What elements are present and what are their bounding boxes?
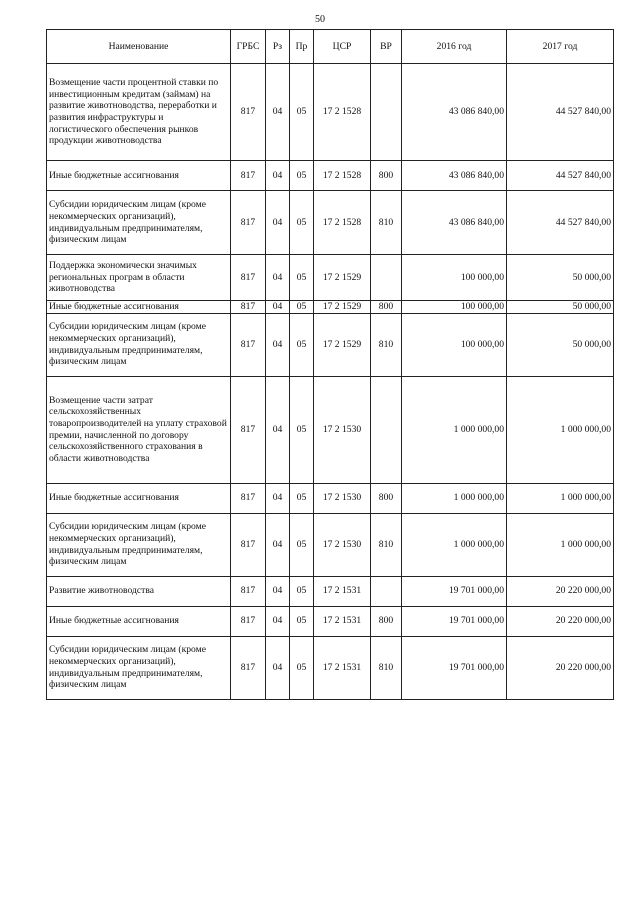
header-pr: Пр (290, 30, 314, 64)
row-csr: 17 2 1530 (314, 513, 371, 576)
row-amount-2017: 44 527 840,00 (507, 161, 614, 191)
row-pr: 05 (290, 191, 314, 255)
table-row (47, 255, 614, 301)
row-rz: 04 (266, 301, 290, 314)
row-amount-2017: 1 000 000,00 (507, 483, 614, 513)
row-pr: 05 (290, 301, 314, 314)
row-pr: 05 (290, 313, 314, 376)
row-amount-2017: 50 000,00 (507, 301, 614, 314)
row-vr: 810 (371, 313, 402, 376)
row-amount-2017: 20 220 000,00 (507, 576, 614, 606)
row-csr: 17 2 1528 (314, 161, 371, 191)
row-name: Иные бюджетные ассигнования (47, 301, 231, 314)
row-csr: 17 2 1529 (314, 255, 371, 301)
row-grbs: 817 (231, 161, 266, 191)
row-name: Поддержка экономически значимых региональных програм в области животноводства (47, 255, 231, 301)
row-amount-2016: 43 086 840,00 (402, 161, 507, 191)
row-rz: 04 (266, 313, 290, 376)
row-rz: 04 (266, 191, 290, 255)
table-row (47, 606, 614, 636)
row-amount-2016: 43 086 840,00 (402, 64, 507, 161)
table-row (47, 483, 614, 513)
row-amount-2016: 1 000 000,00 (402, 483, 507, 513)
row-csr: 17 2 1529 (314, 313, 371, 376)
row-rz: 04 (266, 255, 290, 301)
row-vr (371, 64, 402, 161)
row-grbs: 817 (231, 483, 266, 513)
row-name: Иные бюджетные ассигнования (47, 161, 231, 191)
row-amount-2016: 19 701 000,00 (402, 576, 507, 606)
row-amount-2016: 100 000,00 (402, 313, 507, 376)
row-amount-2017: 1 000 000,00 (507, 513, 614, 576)
header-vr: ВР (371, 30, 402, 64)
row-pr: 05 (290, 513, 314, 576)
row-grbs: 817 (231, 513, 266, 576)
row-vr: 800 (371, 161, 402, 191)
table-row (47, 161, 614, 191)
row-name: Субсидии юридическим лицам (кроме некоммерческих организаций), индивидуальным предпринимателям, физическим лицам (47, 191, 231, 255)
page-number: 50 (315, 14, 325, 25)
row-csr: 17 2 1528 (314, 191, 371, 255)
header-csr: ЦСР (314, 30, 371, 64)
row-vr (371, 376, 402, 483)
row-pr: 05 (290, 64, 314, 161)
row-vr (371, 255, 402, 301)
row-rz: 04 (266, 161, 290, 191)
row-csr: 17 2 1531 (314, 606, 371, 636)
header-grbs: ГРБС (231, 30, 266, 64)
row-rz: 04 (266, 64, 290, 161)
row-name: Возмещение части затрат сельскохозяйственных товаропроизводителей на уплату страховой премии, начисленной по договору сельскохозяйственного страхования в области животноводства (47, 376, 231, 483)
row-amount-2017: 44 527 840,00 (507, 191, 614, 255)
row-rz: 04 (266, 483, 290, 513)
row-name: Субсидии юридическим лицам (кроме некоммерческих организаций), индивидуальным предпринимателям, физическим лицам (47, 513, 231, 576)
row-vr: 800 (371, 606, 402, 636)
header-2017: 2017 год (507, 30, 614, 64)
row-pr: 05 (290, 255, 314, 301)
row-amount-2017: 50 000,00 (507, 313, 614, 376)
budget-table (46, 29, 614, 700)
row-csr: 17 2 1529 (314, 301, 371, 314)
row-grbs: 817 (231, 191, 266, 255)
row-name: Субсидии юридическим лицам (кроме некоммерческих организаций), индивидуальным предпринимателям, физическим лицам (47, 313, 231, 376)
row-vr (371, 576, 402, 606)
row-vr: 800 (371, 483, 402, 513)
row-rz: 04 (266, 606, 290, 636)
row-pr: 05 (290, 606, 314, 636)
row-vr: 810 (371, 513, 402, 576)
row-vr: 810 (371, 191, 402, 255)
row-amount-2016: 19 701 000,00 (402, 606, 507, 636)
row-pr: 05 (290, 376, 314, 483)
row-pr: 05 (290, 636, 314, 699)
table-header-row (47, 30, 614, 64)
header-2016: 2016 год (402, 30, 507, 64)
row-rz: 04 (266, 576, 290, 606)
table-row (47, 301, 614, 314)
row-grbs: 817 (231, 255, 266, 301)
row-amount-2017: 20 220 000,00 (507, 636, 614, 699)
row-csr: 17 2 1531 (314, 636, 371, 699)
row-pr: 05 (290, 483, 314, 513)
header-rz: Рз (266, 30, 290, 64)
table-row (47, 191, 614, 255)
table-row (47, 313, 614, 376)
row-grbs: 817 (231, 301, 266, 314)
table-row (47, 576, 614, 606)
table-row (47, 636, 614, 699)
row-name: Субсидии юридическим лицам (кроме некоммерческих организаций), индивидуальным предпринимателям, физическим лицам (47, 636, 231, 699)
row-vr: 800 (371, 301, 402, 314)
row-rz: 04 (266, 513, 290, 576)
row-csr: 17 2 1530 (314, 483, 371, 513)
row-pr: 05 (290, 576, 314, 606)
table-row (47, 64, 614, 161)
row-amount-2016: 100 000,00 (402, 255, 507, 301)
row-rz: 04 (266, 376, 290, 483)
row-amount-2017: 50 000,00 (507, 255, 614, 301)
row-amount-2016: 43 086 840,00 (402, 191, 507, 255)
table-row (47, 513, 614, 576)
row-name: Развитие животноводства (47, 576, 231, 606)
row-amount-2017: 44 527 840,00 (507, 64, 614, 161)
header-name: Наименование (47, 30, 231, 64)
row-grbs: 817 (231, 606, 266, 636)
row-grbs: 817 (231, 636, 266, 699)
row-amount-2016: 19 701 000,00 (402, 636, 507, 699)
row-grbs: 817 (231, 64, 266, 161)
row-vr: 810 (371, 636, 402, 699)
row-csr: 17 2 1531 (314, 576, 371, 606)
row-csr: 17 2 1528 (314, 64, 371, 161)
row-amount-2017: 1 000 000,00 (507, 376, 614, 483)
row-amount-2016: 1 000 000,00 (402, 376, 507, 483)
row-amount-2016: 100 000,00 (402, 301, 507, 314)
row-pr: 05 (290, 161, 314, 191)
row-grbs: 817 (231, 376, 266, 483)
row-grbs: 817 (231, 313, 266, 376)
row-csr: 17 2 1530 (314, 376, 371, 483)
row-rz: 04 (266, 636, 290, 699)
row-name: Иные бюджетные ассигнования (47, 483, 231, 513)
row-name: Возмещение части процентной ставки по инвестиционным кредитам (займам) на развитие животноводства, переработки и развития инфраструктуры и логистического обеспечения рынков продукции животноводства (47, 64, 231, 161)
table-row (47, 376, 614, 483)
row-grbs: 817 (231, 576, 266, 606)
row-amount-2016: 1 000 000,00 (402, 513, 507, 576)
row-name: Иные бюджетные ассигнования (47, 606, 231, 636)
row-amount-2017: 20 220 000,00 (507, 606, 614, 636)
